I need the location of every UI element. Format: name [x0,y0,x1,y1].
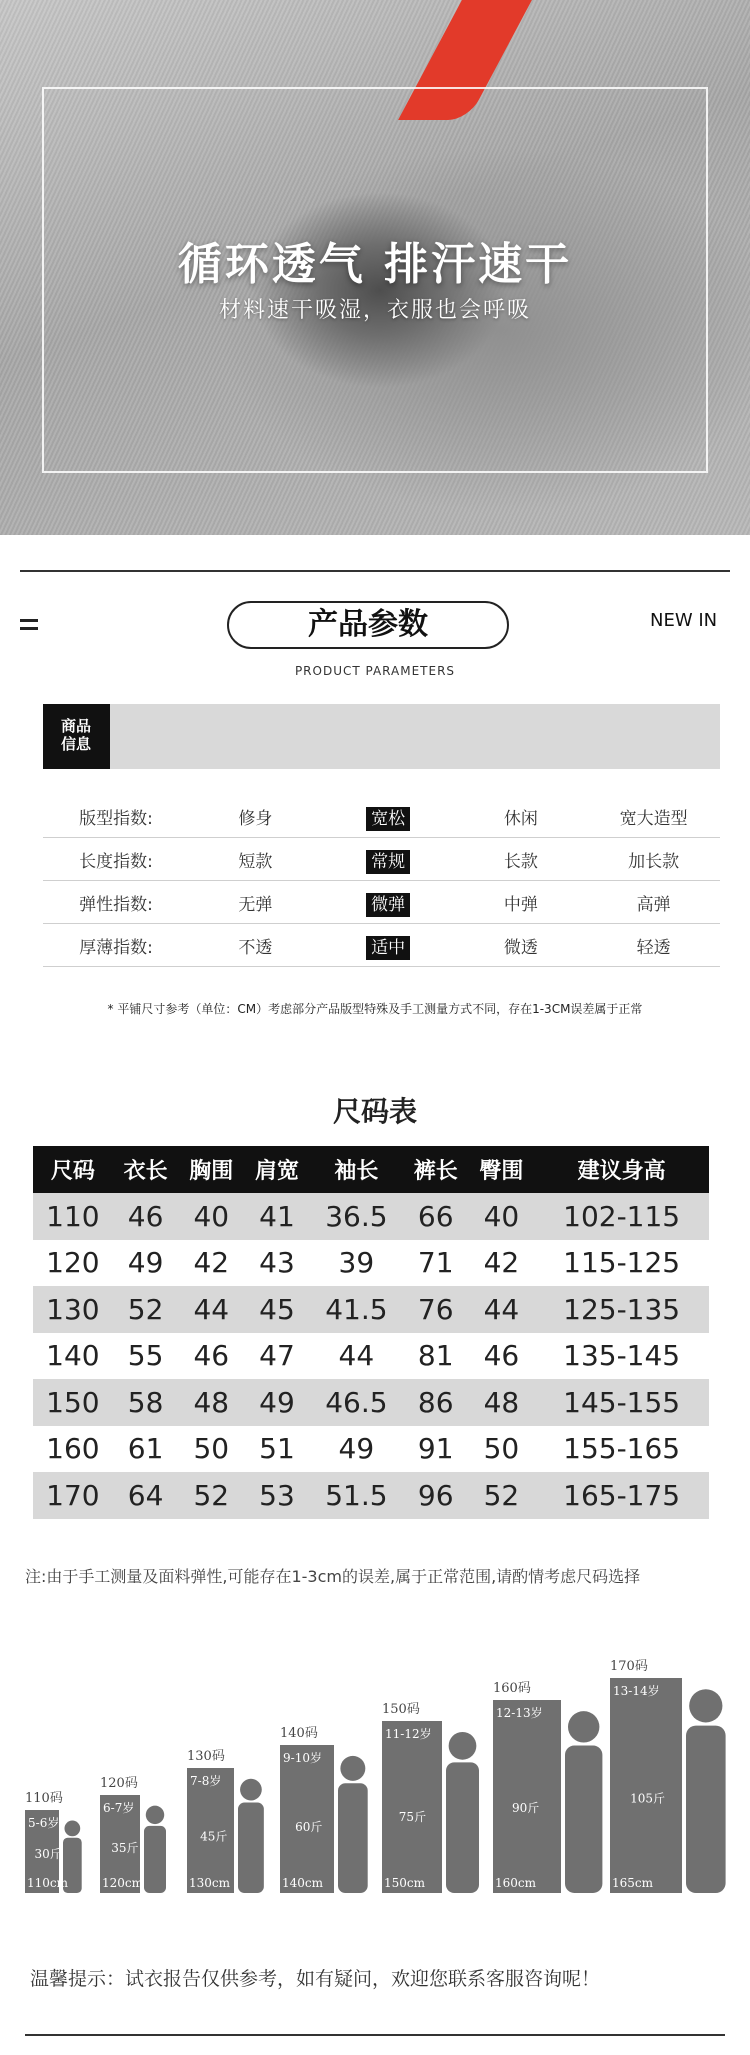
table-cell: 43 [259,1246,295,1280]
child-figure-body [238,1803,264,1893]
size-label: 150码 [382,1702,420,1717]
param-option-selected: 微弹 [322,890,455,915]
table-cell: 150 [33,1379,113,1426]
table-cell: 49 [338,1432,375,1466]
table-cell: 155-165 [563,1432,681,1466]
section-title: 产品参数 [227,601,509,649]
age-label: 7-8岁 [190,1774,222,1788]
size-label: 170码 [610,1659,648,1674]
menu-icon[interactable] [20,619,38,635]
param-option: 无弹 [238,894,273,915]
height-bar-group [25,1791,82,1893]
param-option: 微透 [503,937,538,958]
section-subtitle: PRODUCT PARAMETERS [294,664,456,678]
height-chart [0,1620,750,1920]
table-cell: 49 [127,1246,164,1280]
hero-title: 循环透气 排汗速干 [177,239,573,290]
age-label: 11-12岁 [385,1727,432,1741]
param-row [43,838,720,881]
size-label: 120码 [100,1776,138,1791]
height-label: 130cm [189,1876,231,1890]
table-cell: 81 [417,1339,454,1373]
height-label: 110cm [27,1876,69,1890]
table-cell: 102-115 [534,1193,709,1240]
table-cell: 50 [483,1432,520,1466]
table-row [33,1472,709,1519]
table-cell: 46 [113,1193,179,1240]
param-option: 宽大造型 [619,808,688,829]
table-cell: 46.5 [310,1379,403,1426]
table-cell: 50 [193,1432,230,1466]
size-table [33,1146,709,1519]
param-option: 长款 [503,851,538,872]
param-option: 短款 [238,851,273,872]
table-cell: 47 [259,1339,295,1373]
table-cell: 42 [483,1246,520,1280]
height-bar-group [280,1726,368,1893]
measure-note: * 平铺尺寸参考（单位：CM）考虑部分产品版型特殊及手工测量方式不同，存在1-3CM误差属于正常 [107,1002,643,1016]
table-cell: 64 [113,1472,179,1519]
age-label: 6-7岁 [103,1801,135,1815]
height-label: 165cm [612,1876,654,1890]
table-cell: 40 [469,1193,535,1240]
child-figure-icon [64,1821,80,1837]
param-option-selected: 宽松 [322,804,455,829]
child-figure-body [446,1762,479,1893]
col-header: 臀围 [469,1146,535,1193]
height-bar-group [493,1681,602,1893]
table-cell: 51.5 [310,1472,403,1519]
table-cell: 44 [469,1286,535,1333]
table-cell: 51 [259,1432,295,1466]
child-figure-icon [568,1711,599,1742]
child-figure-icon [340,1756,365,1781]
size-label: 160码 [493,1681,531,1696]
col-header: 肩宽 [244,1146,310,1193]
child-figure-icon [146,1806,164,1824]
table-cell: 44 [338,1339,375,1373]
table-cell: 46 [193,1339,230,1373]
table-cell: 86 [403,1379,469,1426]
param-option: 轻透 [636,937,671,958]
param-option: 中弹 [503,894,538,915]
divider-top [20,570,730,572]
param-label: 厚薄指数: [79,937,153,958]
size-table-header-row [33,1146,709,1193]
col-header: 袖长 [310,1146,403,1193]
param-option: 加长款 [628,851,680,872]
table-cell: 42 [193,1246,230,1280]
col-header: 裤长 [403,1146,469,1193]
table-cell: 145-155 [534,1379,709,1426]
table-cell: 61 [127,1432,164,1466]
table-row [33,1426,709,1473]
param-option: 休闲 [503,808,538,829]
child-figure-icon [240,1779,262,1801]
height-bar-group [610,1659,726,1893]
param-option-selected: 适中 [322,933,455,958]
child-figure-body [338,1783,368,1893]
table-cell: 58 [113,1379,179,1426]
table-cell: 130 [33,1286,113,1333]
col-header: 衣长 [113,1146,179,1193]
param-label: 弹性指数: [79,894,153,915]
table-row [33,1286,709,1333]
table-cell: 55 [127,1339,164,1373]
params-table [43,795,720,967]
param-option: 高弹 [636,894,671,915]
table-cell: 41.5 [310,1286,403,1333]
weight-label: 90斤 [512,1800,540,1815]
hero-subtitle: 材料速干吸湿，衣服也会呼吸 [218,298,531,323]
col-header: 胸围 [178,1146,244,1193]
child-figure-icon [449,1732,477,1760]
table-cell: 76 [403,1286,469,1333]
size-table-title: 尺码表 [332,1095,417,1128]
child-figure-body [144,1826,166,1893]
table-row [33,1240,709,1287]
table-cell: 160 [46,1432,100,1466]
table-row [33,1333,709,1380]
table-cell: 140 [46,1339,100,1373]
info-bar [43,704,720,769]
table-cell: 53 [244,1472,310,1519]
table-cell: 135-145 [563,1339,681,1373]
table-cell: 115-125 [563,1246,681,1280]
weight-label: 35斤 [111,1840,139,1855]
table-cell: 39 [338,1246,375,1280]
new-in-label: NEW IN [650,610,718,631]
param-option-selected: 常规 [322,847,455,872]
height-bar [382,1721,442,1893]
size-label: 110码 [25,1791,63,1806]
table-cell: 52 [469,1472,535,1519]
height-label: 160cm [495,1876,537,1890]
height-label: 120cm [102,1876,144,1890]
param-option: 修身 [238,808,273,829]
table-cell: 71 [417,1246,454,1280]
table-cell: 40 [178,1193,244,1240]
table-cell: 165-175 [534,1472,709,1519]
size-note: 注:由于手工测量及面料弹性,可能存在1-3cm的误差,属于正常范围,请酌情考虑尺码选择 [25,1567,641,1586]
info-label [43,704,110,769]
table-cell: 36.5 [310,1193,403,1240]
child-figure-body [686,1726,726,1893]
height-bar [610,1678,682,1893]
age-label: 5-6岁 [28,1816,60,1830]
table-cell: 110 [33,1193,113,1240]
weight-label: 30斤 [34,1847,62,1862]
age-label: 12-13岁 [496,1706,543,1720]
table-cell: 125-135 [534,1286,709,1333]
child-figure-icon [689,1689,722,1722]
table-cell: 52 [178,1472,244,1519]
table-cell: 66 [403,1193,469,1240]
param-row [43,924,720,967]
table-cell: 41 [244,1193,310,1240]
param-label: 版型指数: [79,808,153,829]
hero-banner [0,0,750,535]
height-bar-group [187,1749,264,1893]
tip-text: 温馨提示：试衣报告仅供参考，如有疑问，欢迎您联系客服咨询呢！ [30,1968,601,1990]
param-row [43,795,720,838]
table-cell: 44 [178,1286,244,1333]
param-row [43,881,720,924]
table-cell: 46 [483,1339,520,1373]
child-figure-body [565,1746,602,1893]
param-option: 不透 [238,937,273,958]
table-cell: 45 [244,1286,310,1333]
table-cell: 120 [46,1246,100,1280]
table-cell: 48 [469,1379,535,1426]
table-cell: 52 [113,1286,179,1333]
weight-label: 105斤 [630,1791,666,1806]
height-bar [493,1700,561,1893]
weight-label: 60斤 [295,1819,323,1834]
size-label: 140码 [280,1726,318,1741]
table-row [33,1379,709,1426]
age-label: 13-14岁 [613,1684,660,1698]
param-label: 长度指数: [79,851,153,872]
table-cell: 91 [417,1432,454,1466]
age-label: 9-10岁 [283,1751,322,1765]
table-cell: 170 [33,1472,113,1519]
divider-bottom [25,2034,725,2036]
col-header: 建议身高 [534,1146,709,1193]
table-row [33,1193,709,1240]
weight-label: 75斤 [398,1809,427,1824]
size-label: 130码 [187,1749,225,1764]
table-cell: 49 [244,1379,310,1426]
table-cell: 96 [403,1472,469,1519]
height-label: 140cm [282,1876,324,1890]
weight-label: 45斤 [200,1829,228,1844]
height-bar-group [382,1702,479,1893]
height-bar-group [100,1776,166,1893]
table-cell: 48 [178,1379,244,1426]
info-label-line1: 商品 [61,717,92,735]
height-label: 150cm [384,1876,426,1890]
info-label-line2: 信息 [61,735,92,753]
col-header: 尺码 [33,1146,113,1193]
